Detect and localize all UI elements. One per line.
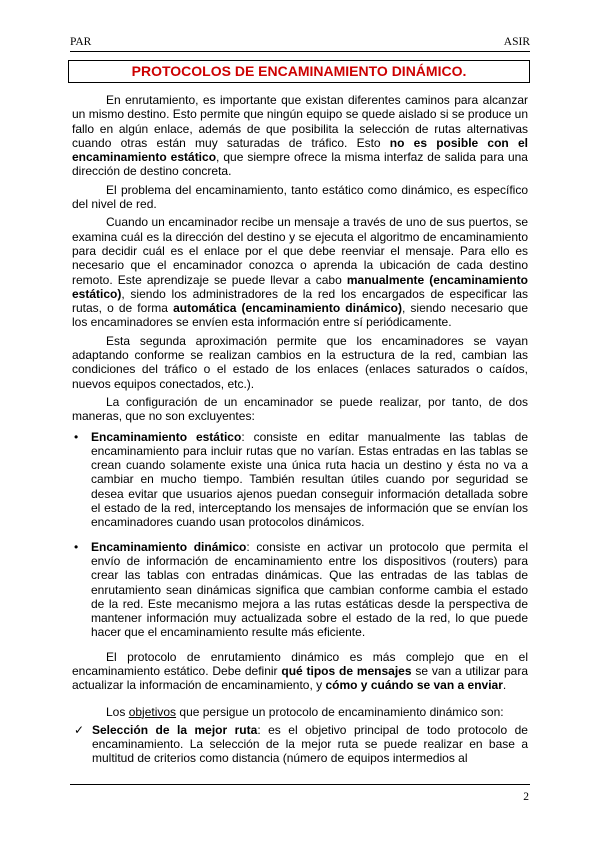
paragraph-4: Esta segunda aproximación permite que los encaminadores se vayan adaptando conforme se realizan cambios en la estructura de la red, cambian las condiciones del tráfico o el estado de los enlaces (enlaces saturados o caídos, nuevos equipos conectados, etc.).	[72, 333, 528, 391]
header-left: PAR	[70, 36, 92, 48]
paragraph-1: En enrutamiento, es importante que existan diferentes caminos para alcanzar un mismo destino. Esto permite que ningún equipo se quede aislado si se produce un fallo en algún enlace, además de que posibilita la selección de rutas alternativas cuando otras están muy saturadas de tráfico. Esto no es posible con el encaminamiento estático, que siempre ofrece la misma interfaz de salida para una dirección de destino concreta.	[72, 93, 528, 179]
methods-list	[72, 430, 528, 640]
paragraph-objectives: Los objetivos que persigue un protocolo de encaminamiento dinámico son:	[106, 704, 504, 719]
paragraph-5: La configuración de un encaminador se puede realizar, por tanto, de dos maneras, que no son excluyentes:	[72, 394, 528, 424]
page-number: 2	[523, 791, 529, 803]
header-rule	[70, 51, 530, 52]
page-title: PROTOCOLOS DE ENCAMINAMIENTO DINÁMICO.	[68, 60, 530, 83]
bullet-icon: •	[74, 429, 79, 444]
list-item: • Encaminamiento estático: consiste en editar manualmente las tablas de encaminamiento para incluir rutas que no varían. Estas entradas en las tablas se crean cuando solamente existe una única ruta hacia un destino y ésta no va a cambiar en mucho tiempo. También resultan útiles cuando por seguridad se desea evitar que usuarios ajenos puedan conseguir información detallada sobre el estado de la red, interceptando los mensajes de información que se envían los encaminadores cuando usan protocolos dinámicos.	[74, 429, 528, 530]
header-right: ASIR	[503, 36, 530, 48]
objectives-list	[72, 723, 528, 766]
paragraph-6: El protocolo de enrutamiento dinámico es más complejo que en el encaminamiento estático. Debe definir qué tipos de mensajes se van a utilizar para actualizar la información de encaminamiento, y cómo y cuándo se van a enviar.	[72, 649, 528, 693]
list-item: • Encaminamiento dinámico: consiste en activar un protocolo que permita el envío de información de encaminamiento entre los dispositivos (routers) para crear las tablas con entradas dinámicas. Que las entradas de las tablas de enrutamiento sean dinámicas significa que cambian conforme cambia el estado de la red. Este mecanismo mejora a las rutas estáticas desde la perspectiva de mantener información muy actualizada sobre el estado de la red, lo que puede hacer que el encaminamiento resulte más eficiente.	[74, 539, 528, 640]
bullet-icon: •	[74, 539, 79, 554]
footer-rule	[70, 784, 530, 785]
paragraph-2: El problema del encaminamiento, tanto estático como dinámico, es específico del nivel de red.	[72, 182, 528, 212]
document-body	[72, 93, 528, 766]
list-item: ✓ Selección de la mejor ruta: es el objetivo principal de todo protocolo de encaminamiento. La selección de la mejor ruta se puede realizar en base a multitud de criterios como distancia (número de equipos intermedios al	[74, 722, 528, 766]
paragraph-3: Cuando un encaminador recibe un mensaje a través de uno de sus puertos, se examina cuál es la dirección del destino y se ejecuta el algoritmo de encaminamiento para decidir cuál es el enlace por el que debe reenviar el mensaje. Para ello es necesario que el encaminador conozca o aprenda la ubicación de cada destino remoto. Este aprendizaje se puede llevar a cabo manualmente (encaminamiento estático), siendo los administradores de la red los encargados de especificar las rutas, o de forma automática (encaminamiento dinámico), siendo necesario que los encaminadores se envíen esta información entre sí periódicamente.	[72, 215, 529, 330]
checkmark-icon: ✓	[74, 722, 85, 737]
